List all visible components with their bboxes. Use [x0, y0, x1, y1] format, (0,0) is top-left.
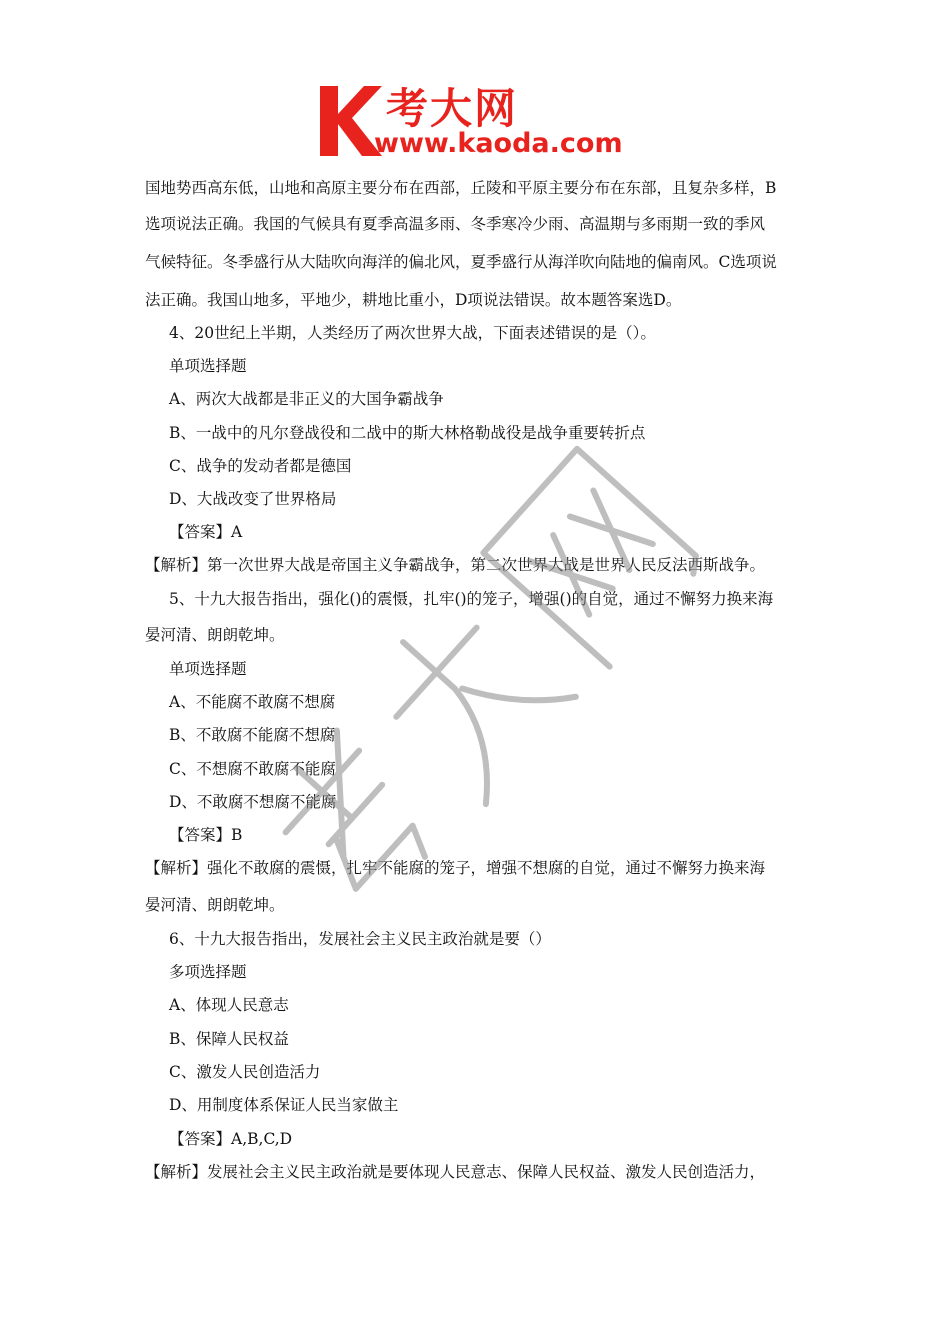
- option-c: C、激发人民创造活力: [169, 1063, 321, 1081]
- analysis: 【解析】发展社会主义民主政治就是要体现人民意志、保障人民权益、激发人民创造活力，: [145, 1163, 766, 1181]
- paragraph-line: 国地势西高东低，山地和高原主要分布在西部，丘陵和平原主要分布在东部，且复杂多样，B: [145, 179, 777, 197]
- option-b: B、保障人民权益: [169, 1030, 289, 1048]
- paragraph-line: 气候特征。冬季盛行从大陆吹向海洋的偏北风，夏季盛行从海洋吹向陆地的偏南风。C选项说: [145, 253, 777, 271]
- analysis: 【解析】强化不敢腐的震慑，扎牢不能腐的笼子，增强不想腐的自觉，通过不懈努力换来海: [145, 859, 766, 877]
- option-a: A、体现人民意志: [169, 996, 289, 1014]
- site-logo: [316, 80, 646, 162]
- option-a: A、不能腐不敢腐不想腐: [169, 693, 336, 711]
- analysis: 【解析】第一次世界大战是帝国主义争霸战争，第二次世界大战是世界人民反法西斯战争。: [145, 556, 766, 574]
- paragraph-line: 选项说法正确。我国的气候具有夏季高温多雨、冬季寒冷少雨、高温期与多雨期一致的季风: [145, 215, 766, 233]
- option-b: B、一战中的凡尔登战役和二战中的斯大林格勒战役是战争重要转折点: [169, 424, 646, 442]
- answer: 【答案】A: [169, 523, 243, 541]
- question-type: 单项选择题: [169, 660, 247, 678]
- answer: 【答案】A,B,C,D: [169, 1130, 293, 1148]
- analysis-cont: 晏河清、朗朗乾坤。: [145, 896, 285, 914]
- option-d: D、不敢腐不想腐不能腐: [169, 793, 337, 811]
- question-5-stem: 5、十九大报告指出，强化()的震慑，扎牢()的笼子，增强()的自觉，通过不懈努力换来海: [169, 590, 774, 608]
- paragraph-line: 法正确。我国山地多，平地少，耕地比重小，D项说法错误。故本题答案选D。: [145, 291, 682, 309]
- option-b: B、不敢腐不能腐不想腐: [169, 726, 336, 744]
- option-c: C、不想腐不敢腐不能腐: [169, 760, 336, 778]
- question-type: 单项选择题: [169, 357, 247, 375]
- answer: 【答案】B: [169, 826, 243, 844]
- question-6-stem: 6、十九大报告指出，发展社会主义民主政治就是要（）: [169, 930, 551, 948]
- question-5-stem-cont: 晏河清、朗朗乾坤。: [145, 626, 285, 644]
- question-4-stem: 4、20世纪上半期，人类经历了两次世界大战，下面表述错误的是（）。: [169, 324, 656, 342]
- option-d: D、用制度体系保证人民当家做主: [169, 1096, 399, 1114]
- option-c: C、战争的发动者都是德国: [169, 457, 352, 475]
- question-type: 多项选择题: [169, 963, 247, 981]
- option-a: A、两次大战都是非正义的大国争霸战争: [169, 390, 444, 408]
- logo-brand-text: 考大网: [386, 84, 519, 133]
- logo-url-text: www.kaoda.com: [374, 128, 623, 159]
- option-d: D、大战改变了世界格局: [169, 490, 337, 508]
